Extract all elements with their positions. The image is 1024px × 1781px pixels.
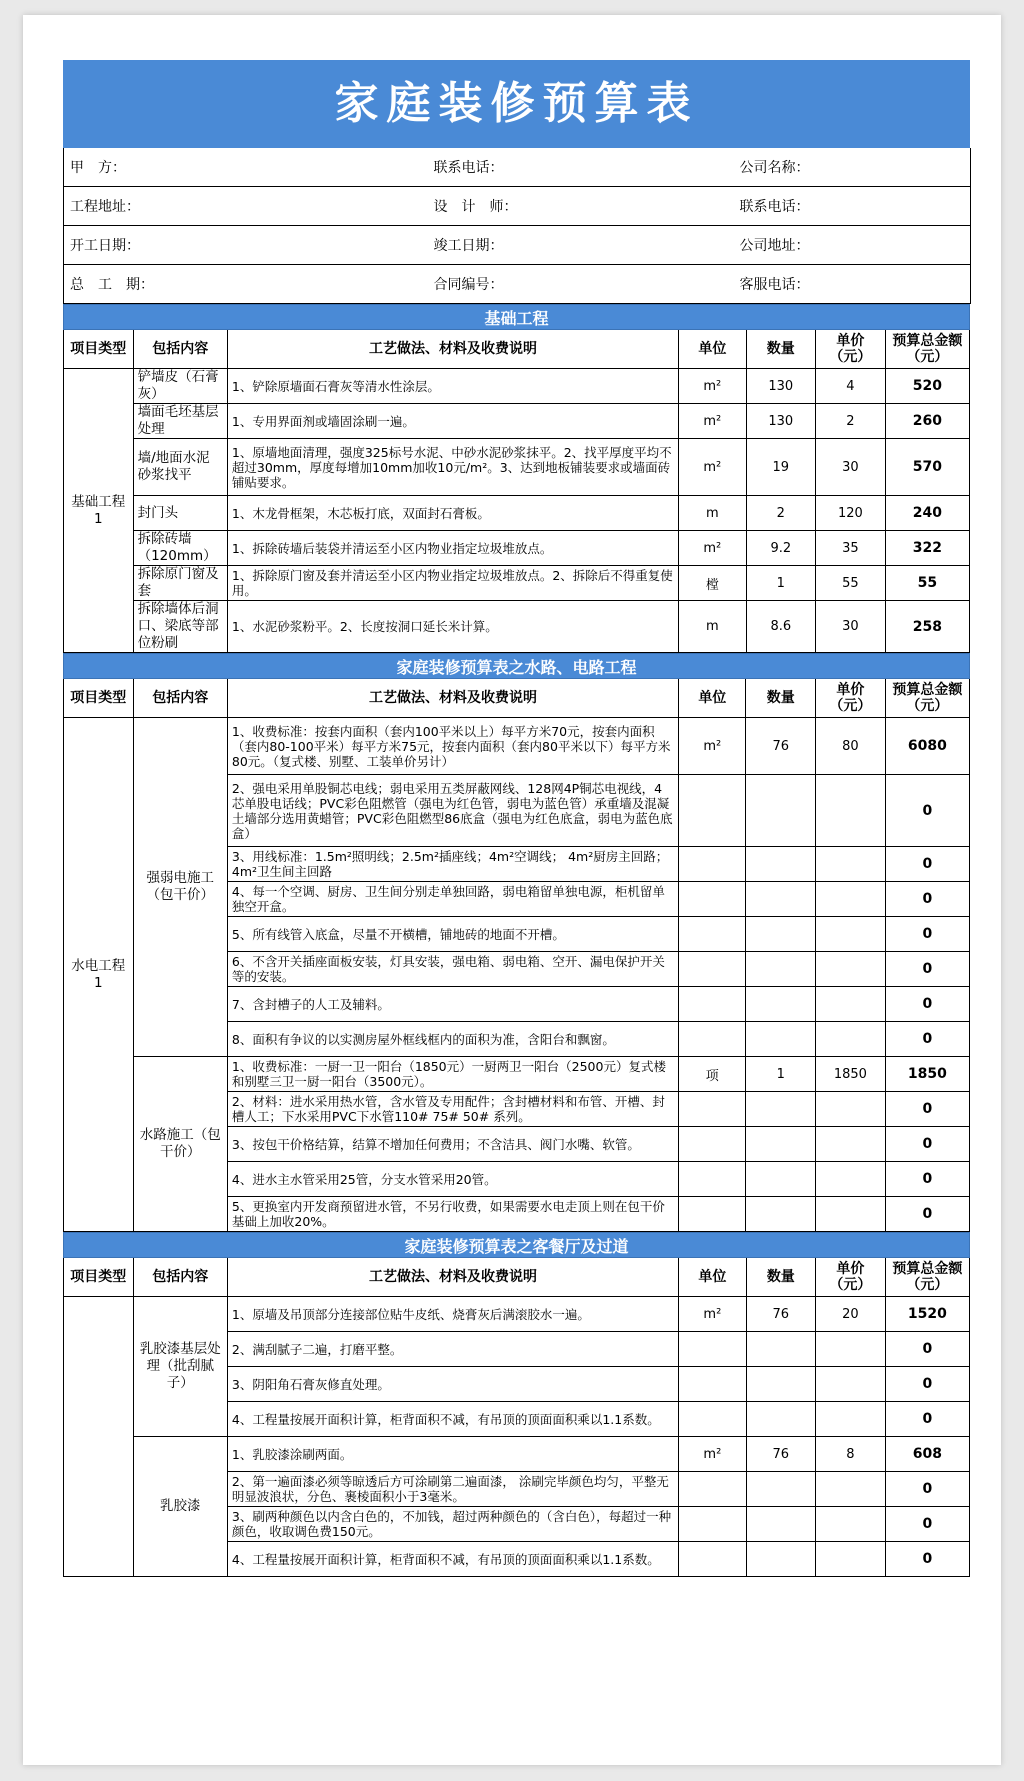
desc-cell: 3、用线标准：1.5m²照明线；2.5m²插座线；4m²空调线； 4m²厨房主回路；4m²卫生间主回路 — [227, 847, 678, 882]
qty-cell — [746, 1472, 816, 1507]
price-cell: 8 — [816, 1437, 886, 1472]
content-cell: 墙面毛坯基层处理 — [133, 404, 227, 439]
qty-cell: 1 — [746, 566, 816, 601]
unit-cell — [679, 1542, 746, 1577]
total-cell: 0 — [885, 1402, 969, 1437]
desc-cell: 2、满刮腻子二遍，打磨平整。 — [227, 1332, 678, 1367]
table-row — [64, 601, 970, 653]
qty-cell — [746, 1507, 816, 1542]
desc-cell: 8、面积有争议的以实测房屋外框线框内的面积为准，含阳台和飘窗。 — [227, 1022, 678, 1057]
qty-cell: 1 — [746, 1057, 816, 1092]
total-cell: 0 — [885, 882, 969, 917]
info-field: 竣工日期： — [404, 226, 734, 265]
info-row — [64, 226, 971, 265]
price-cell — [816, 1367, 886, 1402]
info-field: 联系电话： — [404, 148, 734, 187]
header-row — [64, 679, 970, 718]
qty-cell: 76 — [746, 1297, 816, 1332]
column-header: 数量 — [746, 679, 816, 718]
unit-cell — [679, 917, 746, 952]
qty-cell — [746, 882, 816, 917]
table-row — [64, 531, 970, 566]
total-cell: 1850 — [885, 1057, 969, 1092]
price-cell: 1850 — [816, 1057, 886, 1092]
desc-cell: 4、进水主水管采用25管，分支水管采用20管。 — [227, 1162, 678, 1197]
qty-cell — [746, 1542, 816, 1577]
price-cell: 30 — [816, 439, 886, 496]
total-cell: 0 — [885, 1092, 969, 1127]
price-cell — [816, 1197, 886, 1232]
price-cell — [816, 1022, 886, 1057]
content-cell: 封门头 — [133, 496, 227, 531]
unit-cell: m² — [679, 531, 746, 566]
unit-cell — [679, 1507, 746, 1542]
content-cell: 铲墙皮（石膏灰） — [133, 369, 227, 404]
column-header: 数量 — [746, 330, 816, 369]
unit-cell — [679, 1367, 746, 1402]
price-cell — [816, 952, 886, 987]
header-row — [64, 330, 970, 369]
qty-cell — [746, 1197, 816, 1232]
info-field: 开工日期： — [64, 226, 404, 265]
column-header: 项目类型 — [64, 679, 134, 718]
desc-cell: 1、收费标准：按套内面积（套内100平米以上）每平方米70元，按套内面积（套内80-100平米）每平方米75元，按套内面积（套内80平米以下）每平方米80元。（复式楼、别墅、工装单价另计） — [227, 718, 678, 775]
table-row — [64, 1297, 970, 1332]
price-cell — [816, 1507, 886, 1542]
price-cell — [816, 1162, 886, 1197]
total-cell: 0 — [885, 775, 969, 847]
qty-cell — [746, 847, 816, 882]
section-title: 家庭装修预算表之客餐厅及过道 — [64, 1233, 970, 1258]
unit-cell — [679, 1127, 746, 1162]
total-cell: 570 — [885, 439, 969, 496]
header-row — [64, 1258, 970, 1297]
desc-cell: 4、每一个空调、厨房、卫生间分别走单独回路，弱电箱留单独电源，柜机留单独空开盒。 — [227, 882, 678, 917]
qty-cell: 2 — [746, 496, 816, 531]
column-header: 预算总金额（元） — [885, 330, 969, 369]
section-title-row — [64, 654, 970, 679]
desc-cell: 1、专用界面剂或墙固涂刷一遍。 — [227, 404, 678, 439]
unit-cell — [679, 1162, 746, 1197]
price-cell: 120 — [816, 496, 886, 531]
content-cell: 强弱电施工（包干价） — [133, 718, 227, 1057]
total-cell: 258 — [885, 601, 969, 653]
column-header: 预算总金额（元） — [885, 1258, 969, 1297]
qty-cell — [746, 1332, 816, 1367]
desc-cell: 1、收费标准：一厨一卫一阳台（1850元）一厨两卫一阳台（2500元）复式楼和别墅三卫一厨一阳台（3500元）。 — [227, 1057, 678, 1092]
column-header: 单位 — [679, 330, 746, 369]
unit-cell — [679, 882, 746, 917]
desc-cell: 1、拆除原门窗及套并清运至小区内物业指定垃圾堆放点。2、拆除后不得重复使用。 — [227, 566, 678, 601]
unit-cell: m² — [679, 1437, 746, 1472]
price-cell — [816, 1332, 886, 1367]
table-row — [64, 439, 970, 496]
qty-cell — [746, 1367, 816, 1402]
unit-cell — [679, 1092, 746, 1127]
column-header: 包括内容 — [133, 679, 227, 718]
column-header: 单位 — [679, 1258, 746, 1297]
info-field: 合同编号： — [404, 265, 734, 304]
qty-cell — [746, 952, 816, 987]
price-cell — [816, 1092, 886, 1127]
unit-cell: m — [679, 601, 746, 653]
desc-cell: 5、所有线管入底盒，尽量不开横槽，铺地砖的地面不开槽。 — [227, 917, 678, 952]
section-title-row — [64, 1233, 970, 1258]
total-cell: 0 — [885, 1472, 969, 1507]
qty-cell — [746, 917, 816, 952]
section-table — [63, 653, 970, 1232]
table-row — [64, 718, 970, 775]
price-cell: 80 — [816, 718, 886, 775]
total-cell: 0 — [885, 987, 969, 1022]
total-cell: 0 — [885, 1542, 969, 1577]
desc-cell: 1、乳胶漆涂刷两面。 — [227, 1437, 678, 1472]
column-header: 工艺做法、材料及收费说明 — [227, 330, 678, 369]
desc-cell: 1、拆除砖墙后装袋并清运至小区内物业指定垃圾堆放点。 — [227, 531, 678, 566]
table-row — [64, 1437, 970, 1472]
content-cell: 拆除原门窗及套 — [133, 566, 227, 601]
price-cell: 2 — [816, 404, 886, 439]
unit-cell: m — [679, 496, 746, 531]
info-field: 工程地址： — [64, 187, 404, 226]
column-header: 项目类型 — [64, 1258, 134, 1297]
unit-cell — [679, 1332, 746, 1367]
content-cell: 拆除墙体后洞口、梁底等部位粉刷 — [133, 601, 227, 653]
info-field: 设 计 师： — [404, 187, 734, 226]
price-cell — [816, 775, 886, 847]
total-cell: 1520 — [885, 1297, 969, 1332]
qty-cell: 130 — [746, 404, 816, 439]
section-table — [63, 1232, 970, 1577]
desc-cell: 2、强电采用单股铜芯电线；弱电采用五类屏蔽网线、128网4P铜芯电视线，4芯单股电话线；PVC彩色阻燃管（强电为红色管，弱电为蓝色管）承重墙及混凝土墙部分选用黄蜡管；PVC彩色阻燃型86底盒（强电为红色底盒，弱电为蓝色底盒） — [227, 775, 678, 847]
unit-cell: 樘 — [679, 566, 746, 601]
table-row — [64, 1057, 970, 1092]
unit-cell — [679, 775, 746, 847]
content-cell: 拆除砖墙（120mm） — [133, 531, 227, 566]
unit-cell — [679, 952, 746, 987]
price-cell: 55 — [816, 566, 886, 601]
price-cell: 20 — [816, 1297, 886, 1332]
unit-cell: 项 — [679, 1057, 746, 1092]
price-cell — [816, 1127, 886, 1162]
sections-container — [63, 304, 970, 1577]
info-row — [64, 148, 971, 187]
desc-cell: 1、木龙骨框架，木芯板打底，双面封石膏板。 — [227, 496, 678, 531]
desc-cell: 1、水泥砂浆粉平。2、长度按洞口延长米计算。 — [227, 601, 678, 653]
qty-cell: 19 — [746, 439, 816, 496]
total-cell: 55 — [885, 566, 969, 601]
section-title-row — [64, 305, 970, 330]
total-cell: 0 — [885, 952, 969, 987]
price-cell — [816, 917, 886, 952]
total-cell: 6080 — [885, 718, 969, 775]
desc-cell: 5、更换室内开发商预留进水管，不另行收费，如果需要水电走顶上则在包干价基础上加收20%。 — [227, 1197, 678, 1232]
unit-cell — [679, 1197, 746, 1232]
info-row — [64, 265, 971, 304]
desc-cell: 6、不含开关插座面板安装，灯具安装，强电箱、弱电箱、空开、漏电保护开关等的安装。 — [227, 952, 678, 987]
desc-cell: 3、阴阳角石膏灰修直处理。 — [227, 1367, 678, 1402]
qty-cell: 8.6 — [746, 601, 816, 653]
qty-cell — [746, 987, 816, 1022]
content-cell: 乳胶漆 — [133, 1437, 227, 1577]
unit-cell: m² — [679, 439, 746, 496]
unit-cell — [679, 847, 746, 882]
page-title: 家庭装修预算表 — [63, 60, 970, 148]
total-cell: 260 — [885, 404, 969, 439]
total-cell: 0 — [885, 917, 969, 952]
content-cell: 乳胶漆基层处理（批刮腻子） — [133, 1297, 227, 1437]
total-cell: 0 — [885, 1162, 969, 1197]
qty-cell — [746, 775, 816, 847]
qty-cell — [746, 1022, 816, 1057]
qty-cell: 76 — [746, 1437, 816, 1472]
project-type-cell: 水电工程1 — [64, 718, 134, 1232]
total-cell: 240 — [885, 496, 969, 531]
total-cell: 0 — [885, 1507, 969, 1542]
unit-cell — [679, 1022, 746, 1057]
desc-cell: 7、含封槽子的人工及辅料。 — [227, 987, 678, 1022]
budget-sheet — [63, 60, 970, 1577]
info-field: 联系电话： — [734, 187, 971, 226]
desc-cell: 1、铲除原墙面石膏灰等清水性涂层。 — [227, 369, 678, 404]
desc-cell: 4、工程量按展开面积计算，柜背面积不减，有吊顶的顶面面积乘以1.1系数。 — [227, 1542, 678, 1577]
price-cell: 35 — [816, 531, 886, 566]
total-cell: 0 — [885, 1022, 969, 1057]
unit-cell — [679, 1402, 746, 1437]
info-field: 总 工 期： — [64, 265, 404, 304]
total-cell: 608 — [885, 1437, 969, 1472]
desc-cell: 2、材料：进水采用热水管，含水管及专用配件；含封槽材料和布管、开槽、封槽人工；下水采用PVC下水管110# 75# 50# 系列。 — [227, 1092, 678, 1127]
desc-cell: 1、原墙及吊顶部分连接部位贴牛皮纸、烧膏灰后满滚胶水一遍。 — [227, 1297, 678, 1332]
table-row — [64, 369, 970, 404]
total-cell: 0 — [885, 1367, 969, 1402]
column-header: 单价（元） — [816, 1258, 886, 1297]
price-cell: 30 — [816, 601, 886, 653]
desc-cell: 3、刷两种颜色以内含白色的，不加钱，超过两种颜色的（含白色），每超过一种颜色，收取调色费150元。 — [227, 1507, 678, 1542]
unit-cell — [679, 1472, 746, 1507]
total-cell: 0 — [885, 1127, 969, 1162]
qty-cell — [746, 1092, 816, 1127]
qty-cell — [746, 1127, 816, 1162]
qty-cell: 9.2 — [746, 531, 816, 566]
price-cell — [816, 987, 886, 1022]
info-field: 公司地址： — [734, 226, 971, 265]
total-cell: 0 — [885, 1197, 969, 1232]
qty-cell — [746, 1162, 816, 1197]
table-row — [64, 404, 970, 439]
unit-cell: m² — [679, 369, 746, 404]
project-type-cell — [64, 1297, 134, 1577]
table-row — [64, 566, 970, 601]
info-field: 客服电话： — [734, 265, 971, 304]
column-header: 预算总金额（元） — [885, 679, 969, 718]
info-table — [63, 148, 971, 304]
info-field: 公司名称： — [734, 148, 971, 187]
table-row — [64, 496, 970, 531]
desc-cell: 1、原墙地面清理，强度325标号水泥、中砂水泥砂浆抹平。2、找平厚度平均不超过30mm，厚度每增加10mm加收10元/m²。3、达到地板铺装要求或墙面砖铺贴要求。 — [227, 439, 678, 496]
desc-cell: 2、第一遍面漆必须等晾透后方可涂刷第二遍面漆， 涂刷完毕颜色均匀，平整无明显波浪状，分色、裹棱面积小于3毫米。 — [227, 1472, 678, 1507]
price-cell — [816, 1542, 886, 1577]
price-cell — [816, 882, 886, 917]
content-cell: 水路施工（包干价） — [133, 1057, 227, 1232]
qty-cell: 76 — [746, 718, 816, 775]
column-header: 工艺做法、材料及收费说明 — [227, 679, 678, 718]
unit-cell: m² — [679, 1297, 746, 1332]
price-cell — [816, 1402, 886, 1437]
price-cell — [816, 847, 886, 882]
unit-cell — [679, 987, 746, 1022]
total-cell: 322 — [885, 531, 969, 566]
info-row — [64, 187, 971, 226]
total-cell: 520 — [885, 369, 969, 404]
column-header: 工艺做法、材料及收费说明 — [227, 1258, 678, 1297]
price-cell: 4 — [816, 369, 886, 404]
column-header: 项目类型 — [64, 330, 134, 369]
info-field: 甲 方： — [64, 148, 404, 187]
desc-cell: 3、按包干价格结算，结算不增加任何费用；不含洁具、阀门水嘴、软管。 — [227, 1127, 678, 1162]
content-cell: 墙/地面水泥砂浆找平 — [133, 439, 227, 496]
section-title: 家庭装修预算表之水路、电路工程 — [64, 654, 970, 679]
section-table — [63, 304, 970, 653]
desc-cell: 4、工程量按展开面积计算，柜背面积不减，有吊顶的顶面面积乘以1.1系数。 — [227, 1402, 678, 1437]
total-cell: 0 — [885, 847, 969, 882]
column-header: 包括内容 — [133, 1258, 227, 1297]
qty-cell — [746, 1402, 816, 1437]
price-cell — [816, 1472, 886, 1507]
column-header: 单位 — [679, 679, 746, 718]
column-header: 包括内容 — [133, 330, 227, 369]
project-type-cell: 基础工程1 — [64, 369, 134, 653]
unit-cell: m² — [679, 718, 746, 775]
column-header: 单价（元） — [816, 679, 886, 718]
qty-cell: 130 — [746, 369, 816, 404]
column-header: 单价（元） — [816, 330, 886, 369]
total-cell: 0 — [885, 1332, 969, 1367]
column-header: 数量 — [746, 1258, 816, 1297]
unit-cell: m² — [679, 404, 746, 439]
section-title: 基础工程 — [64, 305, 970, 330]
